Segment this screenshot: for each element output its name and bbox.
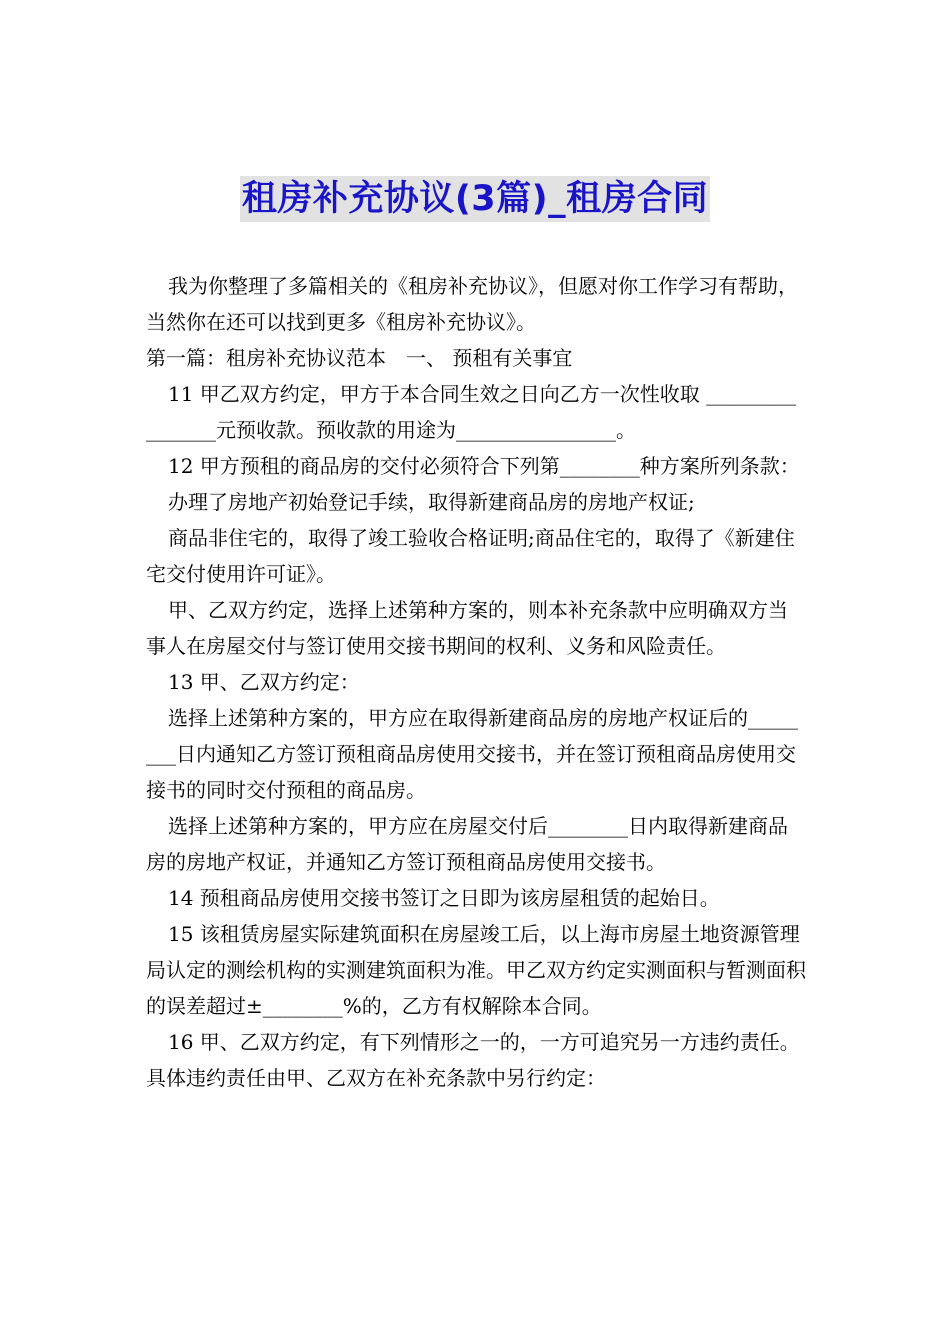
intro-paragraph: 我为你整理了多篇相关的《租房补充协议》，但愿对你工作学习有帮助，当然你在还可以找到更多《租房补充协议》。: [146, 274, 798, 334]
title-container: [0, 176, 950, 222]
clause-14: 14 预租商品房使用交接书签订之日即为该房屋租赁的起始日。: [168, 886, 720, 910]
clause-15: 15 该租赁房屋实际建筑面积在房屋竣工后，以上海市房屋土地资源管理局认定的测绘机构的实测建筑面积为准。甲乙双方约定实测面积与暂测面积的误差超过±________%的，乙方有权解除本合同。: [146, 922, 806, 1018]
section-heading: 第一篇：租房补充协议范本 一、 预租有关事宜: [146, 346, 573, 370]
clause-16: 16 甲、乙双方约定，有下列情形之一的，一方可追究另一方违约责任。具体违约责任由甲、乙双方在补充条款中另行约定：: [146, 1030, 800, 1090]
clause-13: 13 甲、乙双方约定：: [168, 670, 360, 694]
clause-12-option-2: 商品非住宅的，取得了竣工验收合格证明;商品住宅的，取得了《新建住宅交付使用许可证》。: [146, 526, 795, 586]
document-title: 租房补充协议(3篇)_租房合同: [240, 176, 710, 222]
clause-12-option-1: 办理了房地产初始登记手续，取得新建商品房的房地产权证;: [168, 490, 695, 514]
clause-13-option-1: 选择上述第种方案的，甲方应在取得新建商品房的房地产权证后的________日内通知乙方签订预租商品房使用交接书，并在签订预租商品房使用交接书的同时交付预租的商品房。: [146, 706, 798, 802]
clause-12: 12 甲方预租的商品房的交付必须符合下列第________种方案所列条款：: [168, 454, 800, 478]
clause-11: 11 甲乙双方约定，甲方于本合同生效之日向乙方一次性收取 ________________元预收款。预收款的用途为________________。: [146, 382, 797, 442]
clause-13-option-2: 选择上述第种方案的，甲方应在房屋交付后________日内取得新建商品房的房地产权证，并通知乙方签订预租商品房使用交接书。: [146, 814, 788, 874]
clause-12-agreement: 甲、乙双方约定，选择上述第种方案的，则本补充条款中应明确双方当事人在房屋交付与签订使用交接书期间的权利、义务和风险责任。: [146, 598, 788, 658]
document-body: [146, 268, 806, 1096]
